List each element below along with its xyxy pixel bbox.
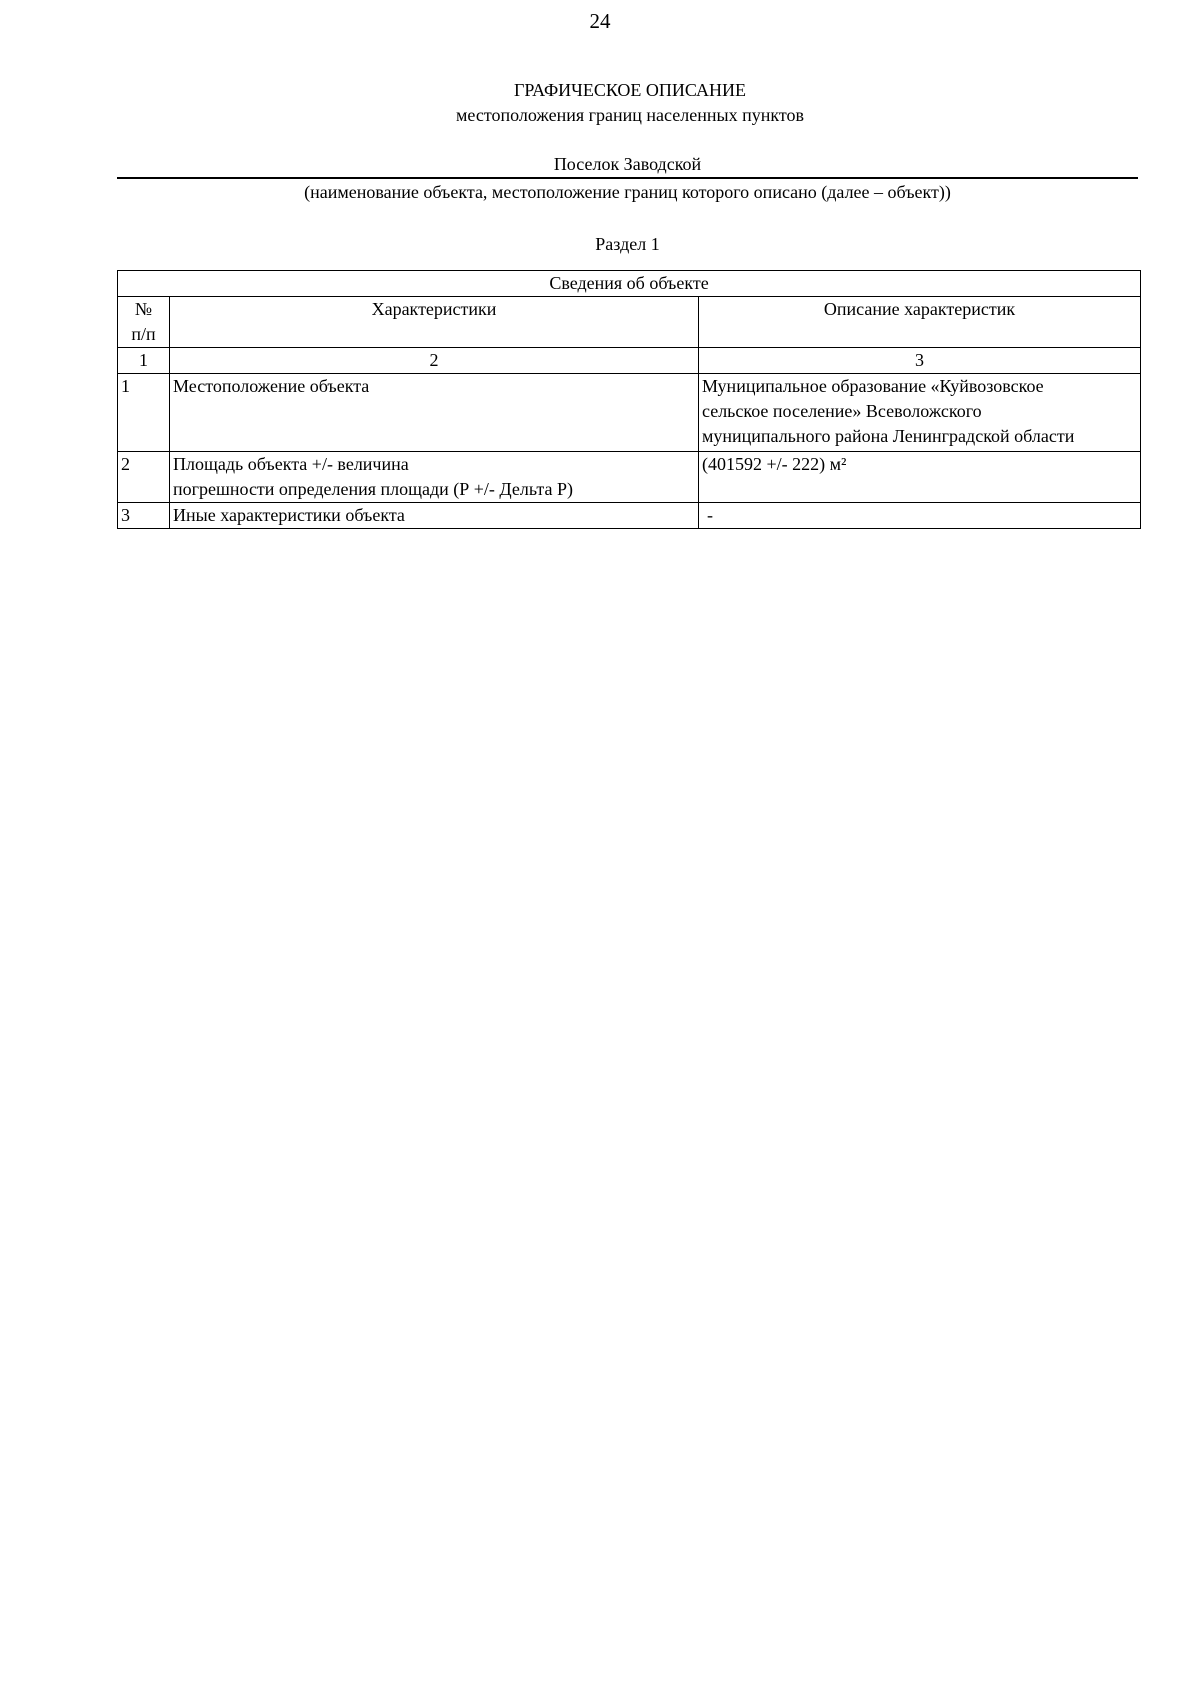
header-characteristics: Характеристики	[170, 297, 699, 348]
object-info-table	[117, 270, 1141, 529]
document-title: ГРАФИЧЕСКОЕ ОПИСАНИЕ	[513, 80, 747, 100]
row-description: (401592 +/- 222) м²	[699, 452, 1141, 503]
row-description	[699, 374, 1141, 452]
row-characteristic: Местоположение объекта	[170, 374, 699, 452]
description-line: муниципального района Ленинградской области	[702, 426, 1075, 446]
object-name-caption: (наименование объекта, местоположение границ которого описано (далее – объект))	[304, 182, 951, 202]
description-line: Муниципальное образование «Куйвозовское	[702, 376, 1044, 396]
column-number-1: 1	[118, 348, 170, 374]
row-description: -	[699, 503, 1141, 529]
row-characteristic: Иные характеристики объекта	[170, 503, 699, 529]
characteristic-line: Площадь объекта +/- величина	[173, 454, 409, 474]
description-line: сельское поселение» Всеволожского	[702, 401, 982, 421]
page-number: 24	[589, 9, 611, 33]
column-number-row	[118, 348, 1141, 374]
header-number-line1: №	[134, 299, 153, 319]
header-number	[118, 297, 170, 348]
row-number: 3	[118, 503, 170, 529]
header-description: Описание характеристик	[699, 297, 1141, 348]
table-row	[118, 452, 1141, 503]
table-caption-row	[118, 271, 1141, 297]
section-label: Раздел 1	[595, 234, 660, 254]
row-number: 1	[118, 374, 170, 452]
column-number-2: 2	[170, 348, 699, 374]
table-row	[118, 374, 1141, 452]
object-name-underline	[117, 177, 1138, 179]
object-name: Поселок Заводской	[553, 154, 702, 174]
row-number: 2	[118, 452, 170, 503]
table-row	[118, 503, 1141, 529]
table-header-row	[118, 297, 1141, 348]
row-characteristic	[170, 452, 699, 503]
table-caption: Сведения об объекте	[118, 271, 1141, 297]
header-number-line2: п/п	[131, 324, 156, 344]
characteristic-line: погрешности определения площади (Р +/- Дельта Р)	[173, 479, 573, 499]
column-number-3: 3	[699, 348, 1141, 374]
document-subtitle: местоположения границ населенных пунктов	[456, 105, 804, 125]
